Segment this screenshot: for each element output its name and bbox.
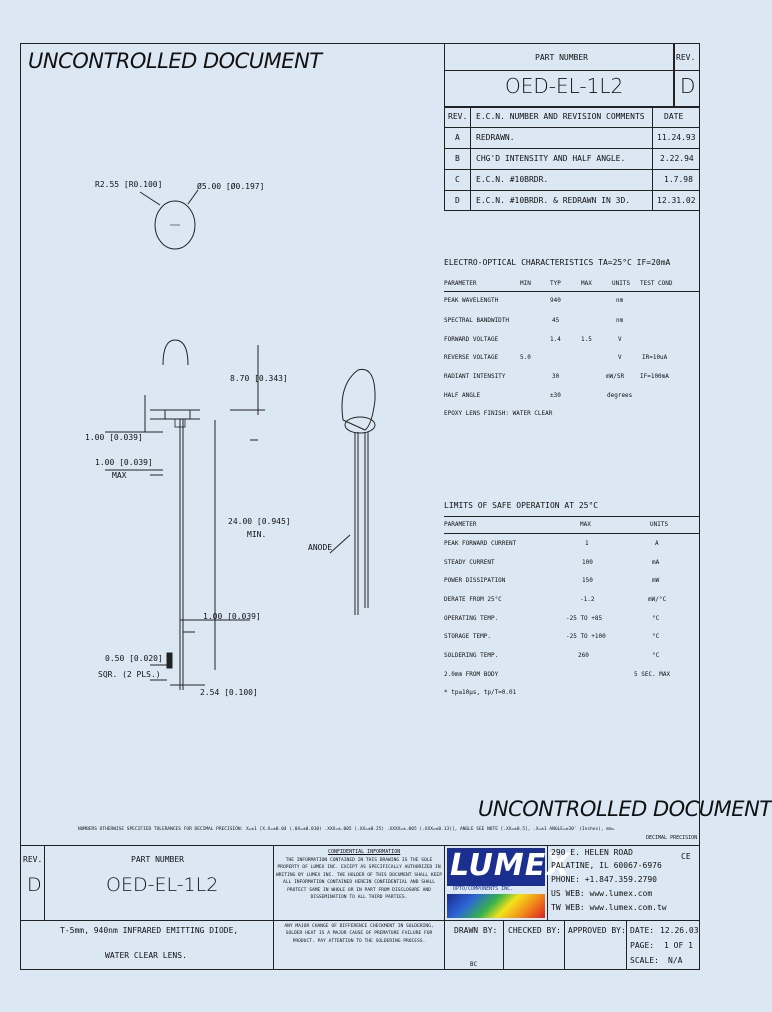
limits-row1-param: PEAK FORWARD CURRENT [444, 540, 517, 547]
square-label: 0.50 [0.020] [105, 654, 163, 663]
rev-row-d-date: 12.31.02 [657, 196, 696, 205]
address-us-web: US WEB: www.lumex.com [551, 889, 653, 898]
rev-row-c-date: 1.7.98 [664, 175, 693, 184]
rev-row-c-comment: E.C.N. #10BRDR. [476, 175, 549, 184]
logo-text: LUMEX [450, 848, 571, 883]
eo-row3-max: 1.5 [581, 336, 592, 343]
limits-row1-max: 1 [585, 540, 589, 547]
limits-header-max: MAX [580, 521, 591, 528]
eo-header-typ: TYP [550, 280, 561, 287]
limits-row4-max: -1.2 [580, 596, 595, 603]
logo-tagline: OPTO/COMPONENTS INC. [453, 886, 514, 892]
limits-row2-max: 100 [582, 559, 593, 566]
drawn-by-value: BC [470, 961, 478, 968]
rev-row-b-date: 2.22.94 [660, 154, 694, 163]
rev-row-b-rev: B [455, 154, 460, 163]
eo-header-cond: TEST COND [640, 280, 673, 287]
flange-max-word: MAX [112, 471, 127, 480]
eo-row1-units: nm [616, 297, 624, 304]
header-rev: D [680, 74, 696, 98]
limits-row4-units: mW/°C [648, 596, 667, 603]
eo-row3-typ: 1.4 [550, 336, 561, 343]
step-label: 1.00 [0.039] [203, 612, 261, 621]
description-line-1: T-5mm, 940nm INFRARED EMITTING DIODE, [60, 926, 239, 935]
eo-header-units: UNITS [612, 280, 631, 287]
soldering-warning: ANY MAJOR CHANGE OF DIFFERENCE CHECKMENT IN SOLDERING, SOLDER HEAT IS A MAJOR CAUSE OF PREMATURE FAILURE FOR PRODUCT. PAY ATTENTION TO THE SOLDERING PROCESS. [284, 924, 434, 944]
tb-rev: D [27, 874, 42, 896]
limits-row4-param: DERATE FROM 25°C [444, 596, 502, 603]
limits-row3-max: 150 [582, 577, 593, 584]
eo-row4-min: 5.0 [520, 354, 531, 361]
limits-row5-param: OPERATING TEMP. [444, 615, 499, 622]
watermark-bottom: UNCONTROLLED DOCUMENT [478, 797, 772, 821]
eo-row2-units: nm [616, 317, 624, 324]
ce-mark: CE [681, 852, 691, 861]
square-word: SQR. (2 PLS.) [98, 670, 161, 679]
limits-header-param: PARAMETER [444, 521, 477, 528]
date-value: 12.26.03 [660, 926, 699, 935]
tb-part-number-label: PART NUMBER [131, 855, 184, 864]
eo-row4-cond: IR=10uA [642, 354, 668, 361]
radius-label: R2.55 [R0.100] [95, 180, 163, 189]
tb-rev-label: REV. [23, 855, 43, 864]
limits-title: LIMITS OF SAFE OPERATION AT 25°C [444, 501, 599, 510]
tolerance-notes: NUMBERS OTHERWISE SPECIFIED TOLERANCES FOR DECIMAL PRECISION: X=±1 [X.X=±0.04 (.0X=±0.010) .XXX=±.005 (.XX=±0.25) .XXXX=±.005 (.XXX=±0.13)], ANGLE SEE NOTE [.XX=±0.5], .X=±1 ANGLE=±30' (Inches), mm= [78, 827, 615, 832]
limits-row3-units: mW [652, 577, 660, 584]
lead-length-label: 24.00 [0.945] [228, 517, 291, 526]
eo-row3-param: FORWARD VOLTAGE [444, 336, 499, 343]
date-label: DATE: [630, 926, 655, 935]
limits-row5-units: °C [652, 615, 660, 622]
rev-col-header: REV. [448, 112, 468, 121]
eo-row5-typ: 30 [552, 373, 560, 380]
scale-value: N/A [668, 956, 683, 965]
eo-row2-param: SPECTRAL BANDWIDTH [444, 317, 510, 324]
limits-row8-param: 2.0mm FROM BODY [444, 671, 499, 678]
limits-row6-param: STORAGE TEMP. [444, 633, 491, 640]
rev-row-a-rev: A [455, 133, 460, 142]
address-phone: PHONE: +1.847.359.2790 [551, 875, 657, 884]
checked-by-label: CHECKED BY: [508, 926, 561, 935]
eo-row6-units: degrees [607, 392, 633, 399]
limits-note: * tp≤10µs, tp/T=0.01 [444, 689, 517, 696]
limits-row5-max: -25 TO +85 [566, 615, 603, 622]
eo-title: ELECTRO-OPTICAL CHARACTERISTICS TA=25°C IF=20mA [444, 258, 671, 267]
eo-row5-param: RADIANT INTENSITY [444, 373, 506, 380]
flange-label: 1.00 [0.039] [85, 433, 143, 442]
eo-row2-typ: 45 [552, 317, 560, 324]
tb-part-number: OED-EL-1L2 [106, 874, 219, 896]
limits-row6-max: -25 TO +100 [566, 633, 606, 640]
rev-row-a-date: 11.24.93 [657, 133, 696, 142]
rev-row-d-rev: D [455, 196, 460, 205]
rev-row-a-comment: REDRAWN. [476, 133, 515, 142]
eo-header-max: MAX [581, 280, 592, 287]
address-line-1: 290 E. HELEN ROAD [551, 848, 633, 857]
rev-row-c-rev: C [455, 175, 460, 184]
eo-header-param: PARAMETER [444, 280, 477, 287]
tolerance-notes-right: DECIMAL PRECISION [646, 835, 698, 841]
comment-col-header: E.C.N. NUMBER AND REVISION COMMENTS [476, 112, 645, 121]
description-line-2: WATER CLEAR LENS. [105, 951, 187, 960]
side-view-dome [163, 340, 188, 365]
rev-row-d-comment: E.C.N. #10BRDR. & REDRAWN IN 3D. [476, 196, 631, 205]
page-label: PAGE: [630, 941, 655, 950]
eo-row1-typ: 940 [550, 297, 561, 304]
anode-label: ANODE [308, 543, 333, 552]
tb-confidential-body: THE INFORMATION CONTAINED IN THIS DRAWING IS THE SOLE PROPERTY OF LUMEX INC. EXCEPT AS SPECIFICALLY AUTHORIZED IN WRITING BY LUMEX INC. THE HOLDER OF THIS DOCUMENT SHALL KEEP ALL INFORMATION CONTAINED HEREIN CONFIDENTIAL AND SHALL PROTECT SAME IN WHOLE OR IN PART FROM DISCLOSURE AND DISSEMINATION TO ALL THIRD PARTIES. [276, 858, 442, 901]
limits-row2-units: mA [652, 559, 660, 566]
date-col-header: DATE [664, 112, 684, 121]
eo-row7-param: EPOXY LENS FINISH: WATER CLEAR [444, 410, 553, 417]
address-tw-web: TW WEB: www.lumex.com.tw [551, 903, 667, 912]
lead-min-label: MIN. [247, 530, 267, 539]
limits-row3-param: POWER DISSIPATION [444, 577, 506, 584]
diameter-label: Ø5.00 [Ø0.197] [197, 182, 265, 191]
limits-row7-max: 260 [578, 652, 589, 659]
height-label: 8.70 [0.343] [230, 374, 288, 383]
eo-row4-param: REVERSE VOLTAGE [444, 354, 499, 361]
header-part-number: OED-EL-1L2 [505, 74, 624, 98]
limits-row7-param: SOLDERING TEMP. [444, 652, 499, 659]
eo-row4-units: V [618, 354, 622, 361]
limits-header-units: UNITS [650, 521, 669, 528]
page-value: 1 OF 1 [664, 941, 693, 950]
watermark-top: UNCONTROLLED DOCUMENT [28, 49, 322, 73]
eo-row6-param: HALF ANGLE [444, 392, 481, 399]
limits-row2-param: STEADY CURRENT [444, 559, 495, 566]
eo-row5-units: mW/SR [606, 373, 625, 380]
eo-row3-units: V [618, 336, 622, 343]
drawn-by-label: DRAWN BY: [454, 926, 498, 935]
eo-header-min: MIN [520, 280, 531, 287]
scale-label: SCALE: [630, 956, 659, 965]
header-rev-label: REV. [676, 53, 696, 62]
limits-row1-units: A [655, 540, 659, 547]
eo-row5-cond: IF=100mA [640, 373, 669, 380]
pitch-label: 2.54 [0.100] [200, 688, 258, 697]
tb-confidential-title: CONFIDENTIAL INFORMATION [328, 849, 401, 855]
rev-row-b-comment: CHG'D INTENSITY AND HALF ANGLE. [476, 154, 626, 163]
limits-row7-units: °C [652, 652, 660, 659]
limits-row6-units: °C [652, 633, 660, 640]
lumex-logo [447, 848, 571, 918]
header-part-number-label: PART NUMBER [535, 53, 588, 62]
approved-by-label: APPROVED BY: [568, 926, 626, 935]
eo-row1-param: PEAK WAVELENGTH [444, 297, 499, 304]
limits-row8-units: 5 SEC. MAX [634, 671, 671, 678]
flange-max-label: 1.00 [0.039] [95, 458, 153, 467]
address-line-2: PALATINE, IL 60067-6976 [551, 861, 662, 870]
eo-row6-typ: ±30 [550, 392, 561, 399]
